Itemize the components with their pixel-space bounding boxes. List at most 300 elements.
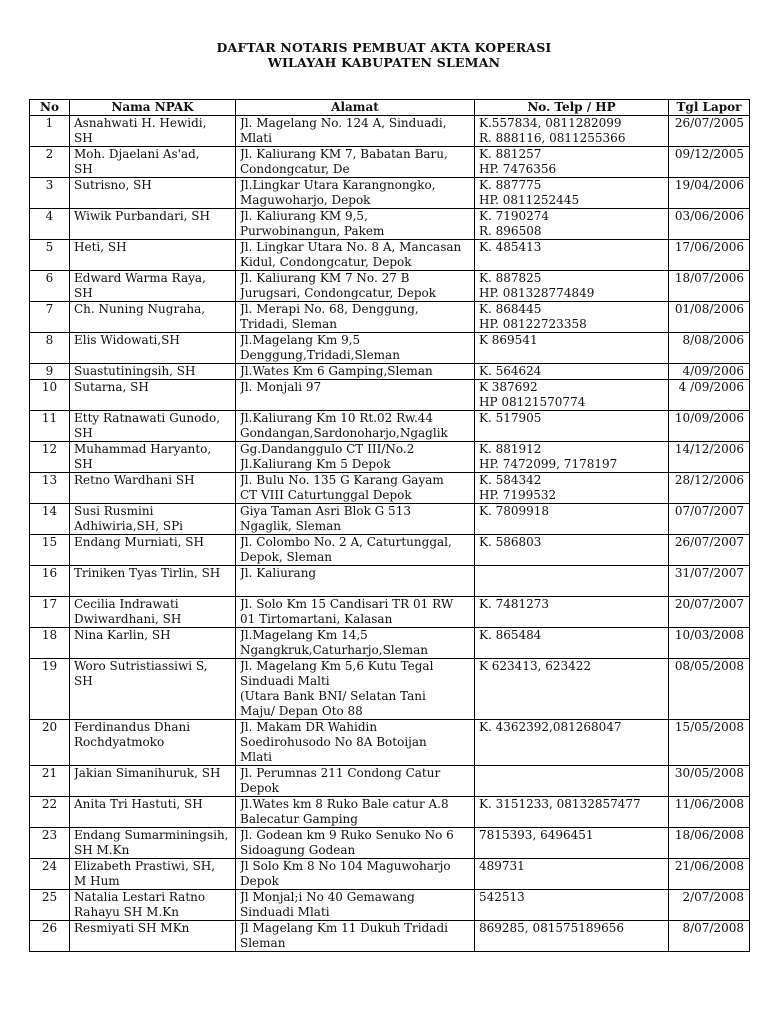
- row-nama-text: Retno Wardhani SH: [74, 473, 195, 487]
- row-nama: [70, 333, 236, 364]
- table-row: [30, 797, 750, 828]
- row-nama: [70, 890, 236, 921]
- row-tgl-text: 26/07/2005: [674, 116, 744, 130]
- row-telp-text: K. 887775: [479, 178, 542, 192]
- row-no-text: 14: [41, 504, 58, 518]
- row-no: [30, 364, 70, 380]
- row-telp: [475, 209, 669, 240]
- row-tgl-text: 14/12/2006: [674, 442, 744, 456]
- row-no: [30, 566, 70, 597]
- row-no-text: 16: [41, 566, 58, 580]
- row-nama-text: Endang Murniati, SH: [74, 535, 204, 549]
- row-alamat-text: Sidoagung Godean: [240, 843, 356, 857]
- row-no: [30, 766, 70, 797]
- row-nama: [70, 597, 236, 628]
- row-telp: [475, 364, 669, 380]
- row-tgl: [669, 566, 750, 597]
- row-no-text: 17: [41, 597, 58, 611]
- row-tgl: [669, 797, 750, 828]
- row-telp: [475, 828, 669, 859]
- row-alamat-text: Jl. Perumnas 211 Condong Catur: [240, 766, 441, 780]
- row-no: [30, 504, 70, 535]
- table-row: [30, 411, 750, 442]
- row-tgl-text: 10/09/2006: [674, 411, 744, 425]
- row-nama: [70, 302, 236, 333]
- row-alamat: [236, 504, 475, 535]
- row-tgl-text: 10/03/2008: [674, 628, 744, 642]
- row-no-text: 12: [41, 442, 58, 456]
- row-nama: [70, 380, 236, 411]
- row-alamat: [236, 411, 475, 442]
- row-alamat: [236, 535, 475, 566]
- row-nama-text: Ch. Nuning Nugraha,: [74, 302, 206, 316]
- row-telp: [475, 720, 669, 766]
- row-alamat-text: Jl. Makam DR Wahidin: [240, 720, 378, 734]
- row-nama: [70, 921, 236, 952]
- row-no-text: 1: [45, 116, 54, 130]
- row-nama-text: Cecilia Indrawati: [74, 597, 179, 611]
- row-alamat: [236, 828, 475, 859]
- header-nama: Nama NPAK: [70, 100, 236, 116]
- row-telp-text: HP. 081328774849: [479, 286, 595, 300]
- row-telp: [475, 116, 669, 147]
- row-tgl: [669, 411, 750, 442]
- document-title-line-2: WILAYAH KABUPATEN SLEMAN: [267, 55, 501, 70]
- row-telp-text: HP. 0811252445: [479, 193, 580, 207]
- row-telp-text: K.557834, 0811282099: [479, 116, 622, 130]
- row-tgl: [669, 890, 750, 921]
- row-tgl: [669, 302, 750, 333]
- header-tgl: Tgl Lapor: [669, 100, 750, 116]
- row-nama: [70, 147, 236, 178]
- row-telp-text: HP. 7476356: [479, 162, 557, 176]
- row-alamat: [236, 147, 475, 178]
- row-nama: [70, 720, 236, 766]
- row-alamat: [236, 921, 475, 952]
- row-no: [30, 333, 70, 364]
- row-alamat-text: Kidul, Condongcatur, Depok: [240, 255, 412, 269]
- row-telp: [475, 504, 669, 535]
- row-tgl: [669, 628, 750, 659]
- row-telp: [475, 302, 669, 333]
- row-tgl-text: 03/06/2006: [674, 209, 744, 223]
- row-alamat-text: Balecatur Gamping: [240, 812, 358, 826]
- row-alamat-text: Jl. Godean km 9 Ruko Senuko No 6: [240, 828, 454, 842]
- row-tgl: [669, 504, 750, 535]
- row-alamat: [236, 333, 475, 364]
- row-alamat: [236, 178, 475, 209]
- row-tgl: [669, 364, 750, 380]
- row-nama-text: Susi Rusmini: [74, 504, 154, 518]
- row-alamat-text: Jl.Wates Km 6 Gamping,Sleman: [240, 364, 433, 378]
- row-nama: [70, 797, 236, 828]
- row-alamat-text: Purwobinangun, Pakem: [240, 224, 385, 238]
- table-row: [30, 271, 750, 302]
- row-alamat-text: Mlati: [240, 750, 272, 764]
- row-nama: [70, 859, 236, 890]
- row-tgl-text: 20/07/2007: [674, 597, 744, 611]
- row-nama-text: Rahayu SH M.Kn: [74, 905, 179, 919]
- row-alamat: [236, 380, 475, 411]
- row-telp-text: K. 7481273: [479, 597, 550, 611]
- row-tgl-text: 17/06/2006: [674, 240, 744, 254]
- row-alamat: [236, 597, 475, 628]
- row-telp: [475, 380, 669, 411]
- row-no-text: 6: [45, 271, 54, 285]
- table-row: [30, 333, 750, 364]
- row-nama-text: SH: [74, 131, 93, 145]
- row-telp-text: HP 08121570774: [479, 395, 586, 409]
- row-no: [30, 302, 70, 333]
- row-telp-text: K. 881257: [479, 147, 542, 161]
- row-nama-text: Dwiwardhani, SH: [74, 612, 182, 626]
- notary-table: [29, 99, 750, 952]
- row-no-text: 5: [45, 240, 54, 254]
- row-no: [30, 659, 70, 720]
- row-telp-text: HP. 08122723358: [479, 317, 587, 331]
- row-no-text: 24: [41, 859, 58, 873]
- row-nama-text: SH: [74, 457, 93, 471]
- table-row: [30, 473, 750, 504]
- row-no: [30, 921, 70, 952]
- table-row: [30, 240, 750, 271]
- row-alamat-text: Jl. Solo Km 15 Candisari TR 01 RW: [240, 597, 454, 611]
- row-tgl-text: 31/07/2007: [674, 566, 744, 580]
- table-row: [30, 147, 750, 178]
- row-nama: [70, 178, 236, 209]
- row-alamat-text: Jl. Lingkar Utara No. 8 A, Mancasan: [240, 240, 462, 254]
- row-no: [30, 597, 70, 628]
- row-nama-text: Anita Tri Hastuti, SH: [74, 797, 203, 811]
- row-no-text: 20: [41, 720, 58, 734]
- row-telp-text: K 869541: [479, 333, 538, 347]
- row-nama-text: Asnahwati H. Hewidi,: [74, 116, 207, 130]
- row-nama-text: Sutarna, SH: [74, 380, 149, 394]
- row-no-text: 4: [45, 209, 54, 223]
- row-nama: [70, 566, 236, 597]
- row-no: [30, 442, 70, 473]
- table-row: [30, 597, 750, 628]
- row-tgl: [669, 828, 750, 859]
- row-no-text: 9: [45, 364, 54, 378]
- row-telp: [475, 659, 669, 720]
- row-no-text: 22: [41, 797, 58, 811]
- row-tgl: [669, 659, 750, 720]
- row-no-text: 21: [41, 766, 58, 780]
- row-tgl-text: 21/06/2008: [674, 859, 744, 873]
- row-alamat-text: Jl. Magelang Km 5,6 Kutu Tegal: [240, 659, 434, 673]
- row-alamat-text: CT VIII Caturtunggal Depok: [240, 488, 412, 502]
- row-tgl-text: 4/09/2006: [682, 364, 744, 378]
- row-no-text: 19: [41, 659, 58, 673]
- row-nama-text: SH: [74, 674, 93, 688]
- row-nama-text: Woro Sutristiassiwi S,: [74, 659, 208, 673]
- table-row: [30, 209, 750, 240]
- row-nama-text: Adhiwiria,SH, SPi: [74, 519, 184, 533]
- row-nama: [70, 442, 236, 473]
- row-tgl: [669, 442, 750, 473]
- row-telp: [475, 921, 669, 952]
- table-header-row: [30, 100, 750, 116]
- table-row: [30, 890, 750, 921]
- row-no-text: 8: [45, 333, 54, 347]
- row-alamat-text: Jl.Magelang Km 14,5: [240, 628, 368, 642]
- row-tgl: [669, 597, 750, 628]
- row-alamat-text: Jl.Kaliurang Km 10 Rt.02 Rw.44: [240, 411, 434, 425]
- row-telp-text: K. 865484: [479, 628, 542, 642]
- row-tgl: [669, 921, 750, 952]
- row-nama-text: Moh. Djaelani As'ad,: [74, 147, 200, 161]
- row-no: [30, 628, 70, 659]
- row-alamat-text: Jl. Kaliurang KM 9,5,: [240, 209, 368, 223]
- row-tgl-text: 8/08/2006: [682, 333, 744, 347]
- row-alamat-text: Depok: [240, 874, 279, 888]
- row-tgl: [669, 116, 750, 147]
- row-nama: [70, 828, 236, 859]
- row-tgl-text: 18/07/2006: [674, 271, 744, 285]
- row-alamat: [236, 209, 475, 240]
- row-nama-text: SH: [74, 162, 93, 176]
- row-tgl-text: 09/12/2005: [674, 147, 744, 161]
- row-alamat-text: (Utara Bank BNI/ Selatan Tani: [240, 689, 426, 703]
- row-nama-text: Ferdinandus Dhani: [74, 720, 191, 734]
- row-tgl-text: 8/07/2008: [682, 921, 744, 935]
- table-row: [30, 921, 750, 952]
- row-telp-text: K. 3151233, 08132857477: [479, 797, 641, 811]
- row-alamat-text: Gondangan,Sardonoharjo,Ngaglik: [240, 426, 448, 440]
- row-no-text: 23: [41, 828, 58, 842]
- row-telp-text: 489731: [479, 859, 525, 873]
- table-row: [30, 364, 750, 380]
- table-row: [30, 442, 750, 473]
- row-tgl: [669, 473, 750, 504]
- table-row: [30, 504, 750, 535]
- row-no: [30, 271, 70, 302]
- row-no: [30, 116, 70, 147]
- row-alamat-text: Ngaglik, Sleman: [240, 519, 342, 533]
- row-alamat: [236, 442, 475, 473]
- row-alamat-text: Jl.Lingkar Utara Karangnongko,: [240, 178, 436, 192]
- row-no-text: 11: [41, 411, 58, 425]
- row-no: [30, 720, 70, 766]
- row-telp: [475, 473, 669, 504]
- row-alamat-text: Jl. Bulu No. 135 G Karang Gayam: [240, 473, 444, 487]
- row-telp: [475, 240, 669, 271]
- row-nama: [70, 364, 236, 380]
- row-nama: [70, 535, 236, 566]
- row-telp: [475, 597, 669, 628]
- row-nama-text: Natalia Lestari Ratno: [74, 890, 206, 904]
- table-row: [30, 380, 750, 411]
- row-no: [30, 473, 70, 504]
- table-row: [30, 659, 750, 720]
- row-alamat: [236, 797, 475, 828]
- row-nama-text: Edward Warma Raya,: [74, 271, 206, 285]
- header-no: No: [30, 100, 70, 116]
- row-alamat: [236, 302, 475, 333]
- row-tgl: [669, 209, 750, 240]
- row-alamat-text: Jl. Colombo No. 2 A, Caturtunggal,: [240, 535, 452, 549]
- row-nama-text: Elis Widowati,SH: [74, 333, 180, 347]
- row-alamat: [236, 240, 475, 271]
- row-tgl-text: 28/12/2006: [674, 473, 744, 487]
- row-telp: [475, 566, 669, 597]
- row-alamat-text: Maju/ Depan Oto 88: [240, 704, 363, 718]
- row-tgl-text: 4 /09/2006: [678, 380, 744, 394]
- table-body: [30, 116, 750, 952]
- row-telp-text: K. 887825: [479, 271, 542, 285]
- document-title-line-1: DAFTAR NOTARIS PEMBUAT AKTA KOPERASI: [216, 40, 552, 55]
- row-nama-text: Etty Ratnawati Gunodo,: [74, 411, 221, 425]
- table-row: [30, 116, 750, 147]
- row-alamat-text: Gg.Dandanggulo CT III/No.2: [240, 442, 415, 456]
- table-row: [30, 535, 750, 566]
- row-tgl-text: 08/05/2008: [674, 659, 744, 673]
- row-telp: [475, 333, 669, 364]
- row-telp-text: HP. 7199532: [479, 488, 557, 502]
- row-alamat-text: Giya Taman Asri Blok G 513: [240, 504, 411, 518]
- row-tgl-text: 19/04/2006: [674, 178, 744, 192]
- row-no: [30, 178, 70, 209]
- row-no: [30, 240, 70, 271]
- row-no-text: 2: [45, 147, 54, 161]
- row-tgl-text: 18/06/2008: [674, 828, 744, 842]
- row-alamat-text: Sleman: [240, 936, 286, 950]
- row-alamat-text: Jl Solo Km 8 No 104 Maguwoharjo: [240, 859, 451, 873]
- row-tgl-text: 07/07/2007: [674, 504, 744, 518]
- row-alamat: [236, 628, 475, 659]
- row-alamat-text: Jl. Kaliurang KM 7 No. 27 B: [240, 271, 410, 285]
- row-telp-text: K. 584342: [479, 473, 542, 487]
- row-nama: [70, 240, 236, 271]
- row-alamat-text: Jl.Wates km 8 Ruko Bale catur A.8: [240, 797, 449, 811]
- row-telp: [475, 147, 669, 178]
- row-alamat-text: 01 Tirtomartani, Kalasan: [240, 612, 393, 626]
- row-nama: [70, 116, 236, 147]
- row-alamat-text: Maguwoharjo, Depok: [240, 193, 371, 207]
- row-telp-text: HP. 7472099, 7178197: [479, 457, 618, 471]
- row-telp-text: K. 7190274: [479, 209, 550, 223]
- table-row: [30, 828, 750, 859]
- row-nama-text: Nina Karlin, SH: [74, 628, 171, 642]
- row-nama: [70, 504, 236, 535]
- row-telp: [475, 859, 669, 890]
- row-alamat-text: Jl. Kaliurang: [240, 566, 317, 580]
- row-alamat-text: Ngangkruk,Caturharjo,Sleman: [240, 643, 428, 657]
- row-no-text: 13: [41, 473, 58, 487]
- table-row: [30, 628, 750, 659]
- row-nama: [70, 209, 236, 240]
- row-alamat: [236, 364, 475, 380]
- row-nama-text: Elizabeth Prastiwi, SH,: [74, 859, 216, 873]
- row-alamat-text: Jl.Magelang Km 9,5: [240, 333, 361, 347]
- row-telp: [475, 797, 669, 828]
- row-alamat-text: Jl. Monjali 97: [240, 380, 322, 394]
- row-nama-text: SH: [74, 286, 93, 300]
- row-tgl-text: 11/06/2008: [674, 797, 744, 811]
- row-nama-text: Resmiyati SH MKn: [74, 921, 190, 935]
- row-nama-text: Endang Sumarminingsih,: [74, 828, 229, 842]
- row-nama-text: SH: [74, 426, 93, 440]
- row-alamat: [236, 859, 475, 890]
- row-tgl: [669, 147, 750, 178]
- row-telp-text: K. 517905: [479, 411, 542, 425]
- row-alamat-text: Tridadi, Sleman: [240, 317, 337, 331]
- row-alamat: [236, 720, 475, 766]
- row-no: [30, 380, 70, 411]
- row-no: [30, 859, 70, 890]
- row-alamat: [236, 890, 475, 921]
- row-alamat-text: Depok, Sleman: [240, 550, 332, 564]
- row-tgl: [669, 240, 750, 271]
- row-alamat-text: Jl. Kaliurang KM 7, Babatan Baru,: [240, 147, 448, 161]
- header-telp: No. Telp / HP: [475, 100, 669, 116]
- row-nama: [70, 473, 236, 504]
- row-tgl: [669, 271, 750, 302]
- row-no: [30, 411, 70, 442]
- row-tgl-text: 15/05/2008: [674, 720, 744, 734]
- row-nama: [70, 659, 236, 720]
- row-tgl: [669, 535, 750, 566]
- row-alamat-text: Jl Monjal;i No 40 Gemawang: [240, 890, 415, 904]
- table-row: [30, 766, 750, 797]
- table-row: [30, 178, 750, 209]
- row-alamat-text: Jurugsari, Condongcatur, Depok: [240, 286, 437, 300]
- row-telp-text: K. 4362392,081268047: [479, 720, 622, 734]
- row-no: [30, 147, 70, 178]
- row-nama-text: Jakian Simanihuruk, SH: [74, 766, 221, 780]
- row-alamat-text: Sinduadi Malti: [240, 674, 330, 688]
- row-telp: [475, 411, 669, 442]
- row-nama: [70, 628, 236, 659]
- row-tgl: [669, 720, 750, 766]
- row-tgl: [669, 766, 750, 797]
- row-nama-text: Wiwik Purbandari, SH: [74, 209, 210, 223]
- row-alamat-text: Jl. Magelang No. 124 A, Sinduadi,: [240, 116, 447, 130]
- row-alamat: [236, 473, 475, 504]
- row-alamat-text: Mlati: [240, 131, 272, 145]
- table-row: [30, 720, 750, 766]
- row-alamat: [236, 271, 475, 302]
- row-alamat-text: Soedirohusodo No 8A Botoijan: [240, 735, 427, 749]
- row-telp: [475, 271, 669, 302]
- row-telp-text: K. 7809918: [479, 504, 550, 518]
- row-nama-text: Heti, SH: [74, 240, 127, 254]
- row-no: [30, 797, 70, 828]
- row-nama: [70, 411, 236, 442]
- row-nama-text: Muhammad Haryanto,: [74, 442, 212, 456]
- row-telp: [475, 535, 669, 566]
- row-alamat-text: Jl.Kaliurang Km 5 Depok: [240, 457, 391, 471]
- row-no-text: 26: [41, 921, 58, 935]
- row-telp-text: K. 564624: [479, 364, 542, 378]
- row-telp-text: 869285, 081575189656: [479, 921, 625, 935]
- row-tgl-text: 26/07/2007: [674, 535, 744, 549]
- row-no: [30, 828, 70, 859]
- row-alamat: [236, 659, 475, 720]
- row-nama-text: Sutrisno, SH: [74, 178, 152, 192]
- row-alamat: [236, 116, 475, 147]
- row-alamat-text: Jl Magelang Km 11 Dukuh Tridadi: [240, 921, 448, 935]
- row-telp-text: R. 888116, 0811255366: [479, 131, 626, 145]
- row-telp-text: K. 881912: [479, 442, 542, 456]
- row-telp-text: K 623413, 623422: [479, 659, 592, 673]
- row-no-text: 7: [45, 302, 54, 316]
- row-alamat-text: Jl. Merapi No. 68, Denggung,: [240, 302, 419, 316]
- row-tgl: [669, 859, 750, 890]
- row-alamat-text: Depok: [240, 781, 279, 795]
- table-row: [30, 859, 750, 890]
